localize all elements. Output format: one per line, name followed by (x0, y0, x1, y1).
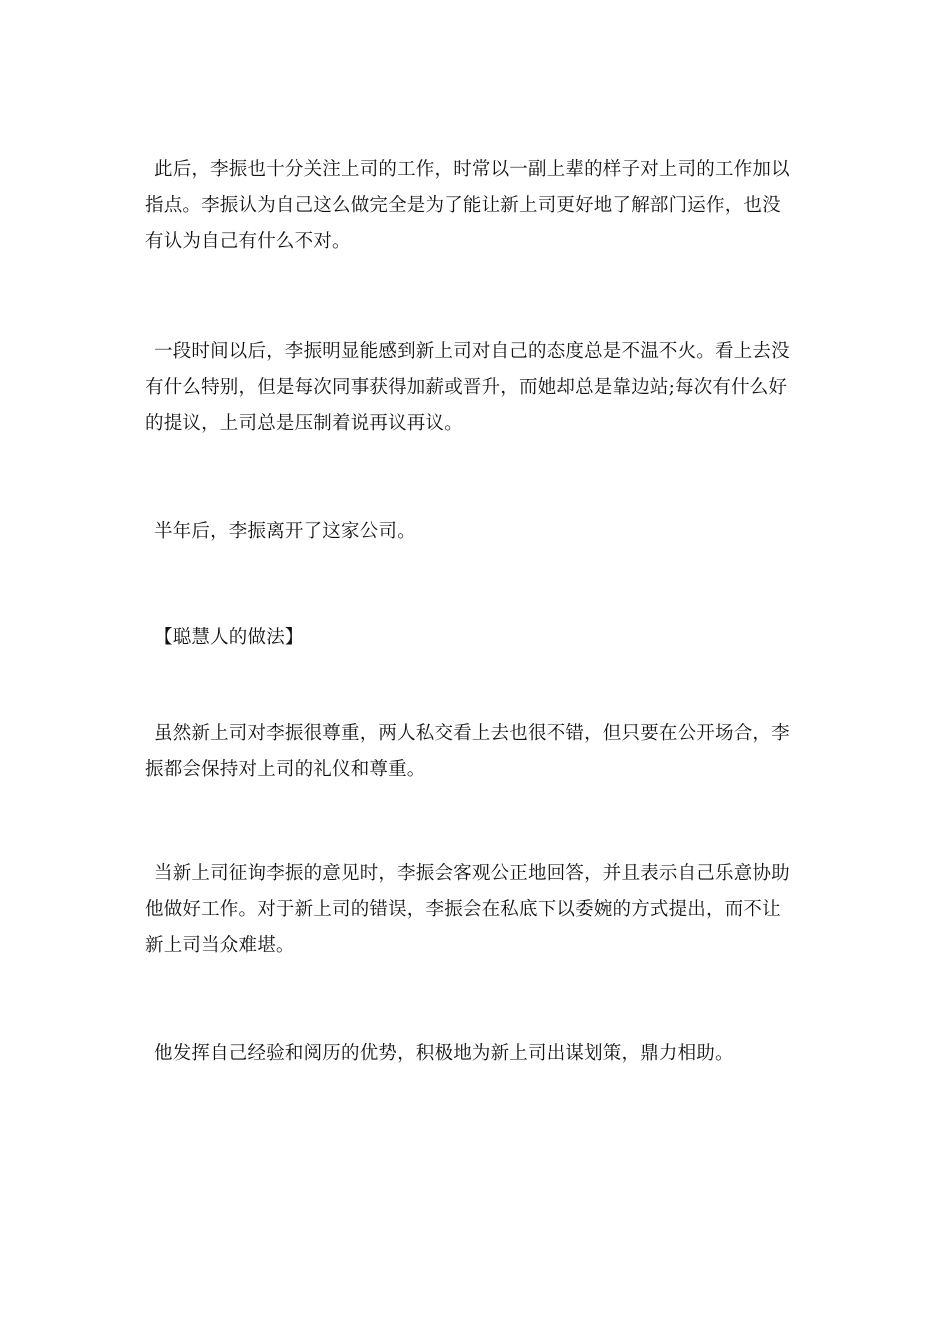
paragraph-3 (145, 514, 810, 550)
paragraph-line: 半年后，李振离开了这家公司。 (154, 521, 416, 542)
paragraph-line: 当新上司征询李振的意见时，李振会客观公正地回答，并且表示自己乐意协助 (154, 863, 790, 884)
paragraph-line: 新上司当众难堪。 (145, 935, 295, 956)
paragraph-1 (145, 152, 810, 260)
paragraph-5 (145, 856, 810, 964)
section-heading-text: 【聪慧人的做法】 (154, 627, 304, 648)
paragraph-line: 他做好工作。对于新上司的错误，李振会在私底下以委婉的方式提出，而不让 (145, 899, 781, 920)
paragraph-line: 有什么特别，但是每次同事获得加薪或晋升，而她却总是靠边站;每次有什么好 (145, 377, 788, 398)
paragraph-line: 虽然新上司对李振很尊重，两人私交看上去也很不错，但只要在公开场合，李 (154, 723, 790, 744)
section-heading (145, 620, 810, 656)
paragraph-line: 指点。李振认为自己这么做完全是为了能让新上司更好地了解部门运作，也没 (145, 195, 781, 216)
paragraph-2 (145, 334, 810, 442)
paragraph-line: 的提议，上司总是压制着说再议再议。 (145, 413, 463, 434)
paragraph-line: 他发挥自己经验和阅历的优势，积极地为新上司出谋划策，鼎力相助。 (154, 1043, 734, 1064)
paragraph-line: 此后，李振也十分关注上司的工作，时常以一副上辈的样子对上司的工作加以 (154, 159, 790, 180)
paragraph-line: 有认为自己有什么不对。 (145, 231, 351, 252)
paragraph-line: 一段时间以后，李振明显能感到新上司对自己的态度总是不温不火。看上去没 (154, 341, 790, 362)
paragraph-4 (145, 716, 810, 788)
paragraph-line: 振都会保持对上司的礼仪和尊重。 (145, 759, 426, 780)
paragraph-6 (145, 1036, 810, 1072)
